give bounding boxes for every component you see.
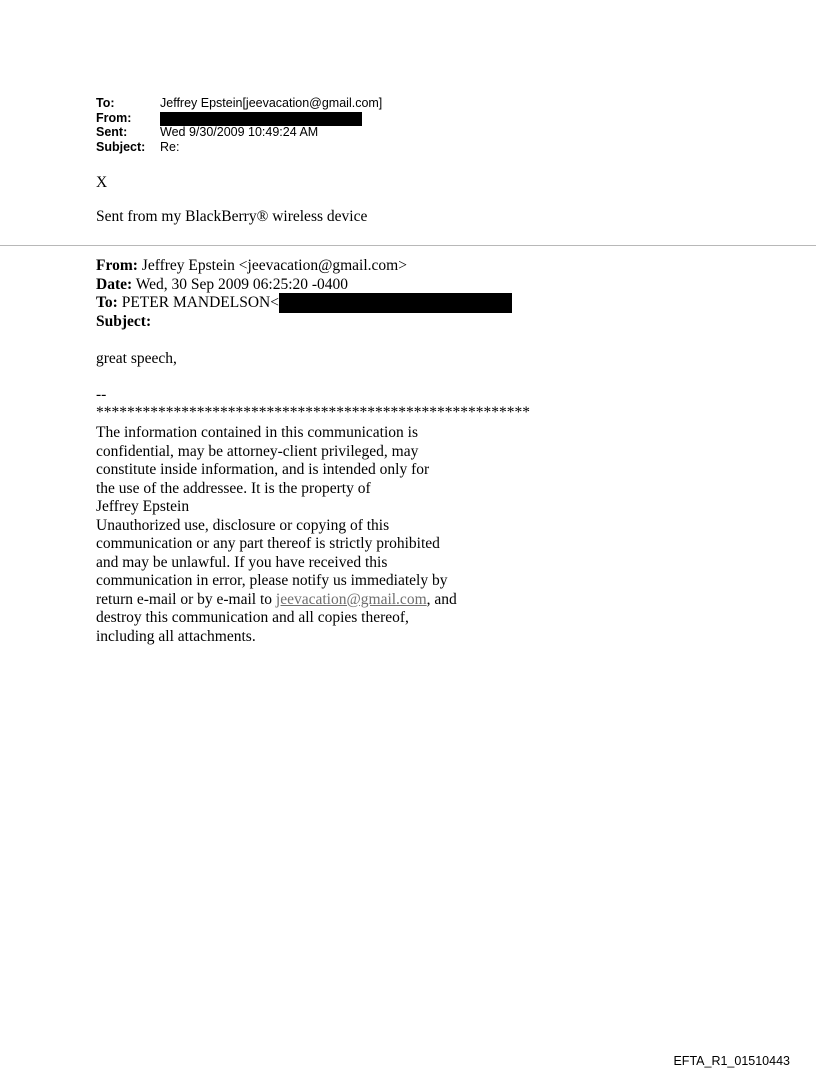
from-row [96,111,382,126]
disclaimer-line: confidential, may be attorney-client privileged, may [96,442,419,460]
fwd-to-row [96,294,512,313]
to-value: Jeffrey Epstein[jeevacation@gmail.com] [160,96,383,110]
fwd-from-row [96,257,512,276]
disclaimer-text: , and [426,590,457,608]
disclaimer-text: return e-mail or by e-mail to [96,590,276,608]
from-label: From: [96,110,132,125]
disclaimer-line: Jeffrey Epstein [96,498,190,515]
from-redaction [160,112,362,126]
disclaimer-line: constitute inside information, and is intended only for [96,461,430,478]
disclaimer-line: destroy this communication and all copies thereof, [96,609,409,626]
reply-body-text: X [96,174,108,191]
divider [0,245,816,246]
disclaimer [96,424,457,646]
reply-header [96,96,382,154]
to-label: To: [96,96,115,110]
disclaimer-line: and may be unlawful. If you have received this [96,553,388,571]
fwd-to-redaction [279,293,512,313]
sent-value: Wed 9/30/2009 10:49:24 AM [160,125,319,139]
to-row [96,96,382,111]
fwd-to-label: To: [96,294,118,311]
sent-row [96,125,382,140]
fwd-body-text: great speech, [96,350,177,367]
fwd-date-label: Date: [96,275,133,293]
subject-row [96,140,382,155]
disclaimer-line: The information contained in this communication is [96,424,418,441]
reply-signature: Sent from my BlackBerry® wireless device [96,208,368,225]
disclaimer-line: the use of the addressee. It is the property of [96,479,371,497]
fwd-from-label: From: [96,257,138,274]
subject-value: Re: [160,139,180,154]
sent-label: Sent: [96,125,128,139]
disclaimer-line: communication in error, please notify us immediately by [96,572,448,589]
disclaimer-line: Unauthorized use, disclosure or copying of this [96,516,390,534]
email-link[interactable]: jeevacation@gmail.com [275,590,427,608]
disclaimer-line [96,591,457,610]
fwd-date-value: Wed, 30 Sep 2009 06:25:20 -0400 [135,275,349,293]
bates-number: EFTA_R1_01510443 [673,1054,790,1068]
disclaimer-line: including all attachments. [96,627,256,645]
fwd-date-row [96,276,512,295]
fwd-subject-row [96,313,512,332]
disclaimer-line: communication or any part thereof is strictly prohibited [96,535,440,552]
signature-separator: -- [96,386,107,403]
fwd-subject-label: Subject: [96,312,152,330]
subject-label: Subject: [96,139,146,154]
fwd-to-value: PETER MANDELSON< [121,294,279,311]
asterisk-line: ******************************************************** [96,404,530,421]
fwd-from-value: Jeffrey Epstein <jeevacation@gmail.com> [141,257,407,274]
forwarded-header [96,257,512,331]
from-value [160,111,362,126]
